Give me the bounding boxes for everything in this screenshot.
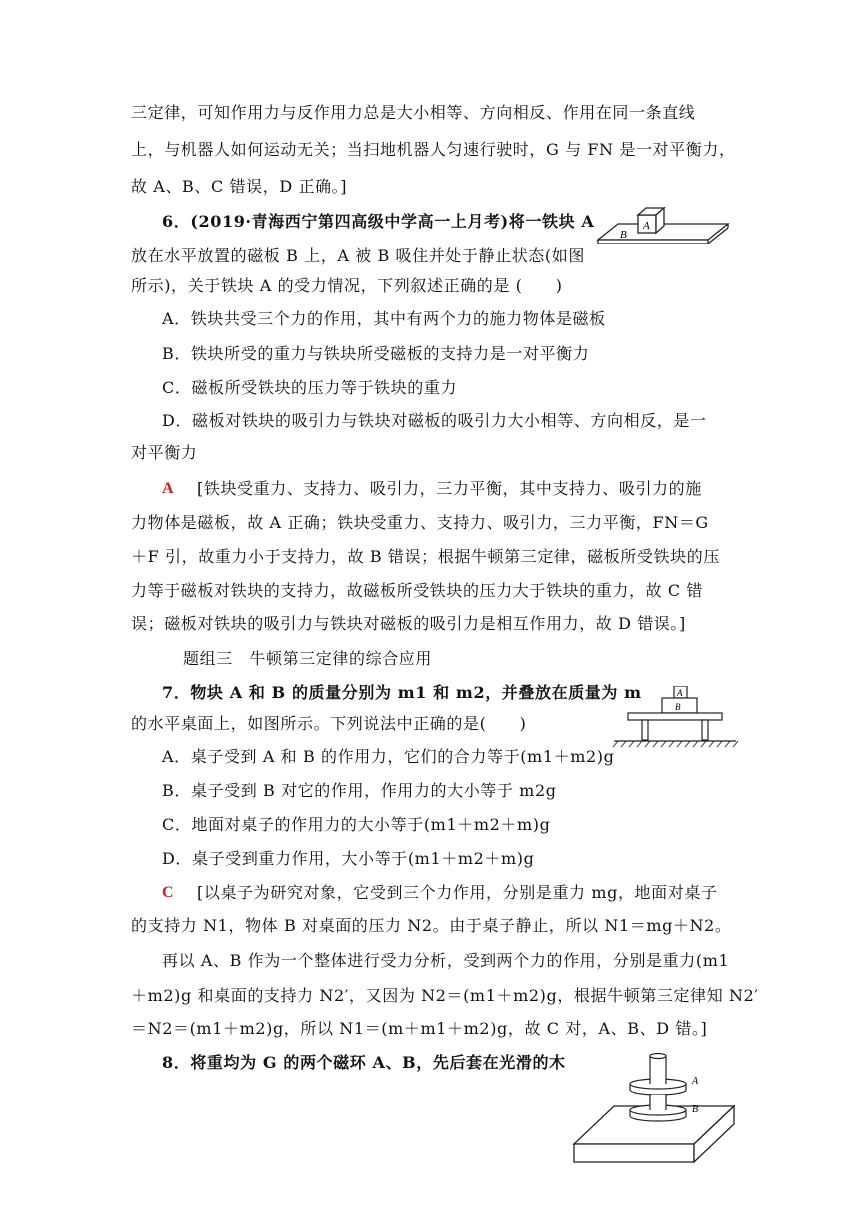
label-b: B bbox=[620, 229, 627, 241]
option-c: C．地面对桌子的作用力的大小等于(m1＋m2＋m)g bbox=[162, 815, 551, 834]
option-c: C．磁板所受铁块的压力等于铁块的重力 bbox=[162, 378, 458, 397]
explanation-line: 的支持力 N1，物体 B 对桌面的压力 N2。由于桌子静止，所以 N1＝mg＋N2。 bbox=[131, 916, 732, 935]
text-line: 三定律，可知作用力与反作用力总是大小相等、方向相反、作用在同一条直线 bbox=[131, 103, 696, 122]
table-blocks-figure bbox=[612, 686, 738, 750]
option-b: B．桌子受到 B 对它的作用，作用力的大小等于 m2g bbox=[162, 781, 557, 800]
label-a: A bbox=[677, 688, 683, 698]
question-8-stem: 8．将重均为 G 的两个磁环 A、B，先后套在光滑的木 bbox=[162, 1053, 566, 1072]
label-b: B bbox=[692, 1104, 699, 1115]
option-d: D．桌子受到重力作用，大小等于(m1＋m2＋m)g bbox=[162, 849, 535, 868]
explanation-line: ＋m2)g 和桌面的支持力 N2′，又因为 N2＝(m1＋m2)g，根据牛顿第三定律知 N2′ bbox=[131, 986, 759, 1005]
option-a: A．桌子受到 A 和 B 的作用力，它们的合力等于(m1＋m2)g bbox=[162, 747, 615, 766]
explanation-line: [铁块受重力、支持力、吸引力，三力平衡，其中支持力、吸引力的施 bbox=[197, 479, 702, 498]
label-a: A bbox=[692, 1076, 699, 1087]
question-7-stem: 7．物块 A 和 B 的质量分别为 m1 和 m2，并叠放在质量为 m bbox=[162, 683, 642, 702]
text-line: 的水平桌面上，如图所示。下列说法中正确的是( ) bbox=[131, 714, 527, 733]
text-line: 所示)，关于铁块 A 的受力情况，下列叙述正确的是 ( ) bbox=[131, 276, 563, 295]
option-b: B．铁块所受的重力与铁块所受磁板的支持力是一对平衡力 bbox=[162, 344, 590, 363]
label-a: A bbox=[643, 220, 650, 232]
explanation-line: 误；磁板对铁块的吸引力与铁块对磁板的吸引力是相互作用力，故 D 错误。] bbox=[131, 614, 686, 633]
explanation-line: ＝N2＝(m1＋m2)g，所以 N1＝(m＋m1＋m2)g，故 C 对，A、B、D 错。] bbox=[131, 1019, 708, 1038]
text-line: 上，与机器人如何运动无关；当扫地机器人匀速行驶时，G 与 FN 是一对平衡力， bbox=[131, 140, 736, 159]
option-d: D．磁板对铁块的吸引力与铁块对磁板的吸引力大小相等、方向相反，是一 bbox=[162, 411, 707, 430]
magnet-plate-figure bbox=[596, 196, 730, 244]
label-b: B bbox=[675, 702, 681, 712]
magnetic-rings-figure bbox=[570, 1050, 740, 1166]
text-line: 放在水平放置的磁板 B 上，A 被 B 吸住并处于静止状态(如图 bbox=[131, 246, 585, 265]
answer-q6: A bbox=[162, 480, 175, 497]
explanation-line: 再以 A、B 作为一个整体进行受力分析，受到两个力的作用，分别是重力(m1 bbox=[162, 951, 730, 970]
text-line: 故 A、B、C 错误，D 正确。] bbox=[131, 177, 348, 196]
answer-q7: C bbox=[162, 884, 175, 901]
question-6-stem: 6．(2019·青海西宁第四高级中学高一上月考)将一铁块 A bbox=[162, 212, 595, 231]
section-heading: 题组三 牛顿第三定律的综合应用 bbox=[183, 649, 433, 668]
option-a: A．铁块共受三个力的作用，其中有两个力的施力物体是磁板 bbox=[162, 309, 606, 328]
explanation-line: 力等于磁板对铁块的支持力，故磁板所受铁块的压力大于铁块的重力，故 C 错 bbox=[131, 581, 704, 600]
explanation-line: ＋F 引，故重力小于支持力，故 B 错误；根据牛顿第三定律，磁板所受铁块的压 bbox=[131, 547, 720, 566]
explanation-line: 力物体是磁板，故 A 正确；铁块受重力、支持力、吸引力，三力平衡，FN＝G bbox=[131, 513, 709, 532]
explanation-line: [以桌子为研究对象，它受到三个力作用，分别是重力 mg，地面对桌子 bbox=[197, 883, 718, 902]
text-line: 对平衡力 bbox=[131, 443, 198, 462]
